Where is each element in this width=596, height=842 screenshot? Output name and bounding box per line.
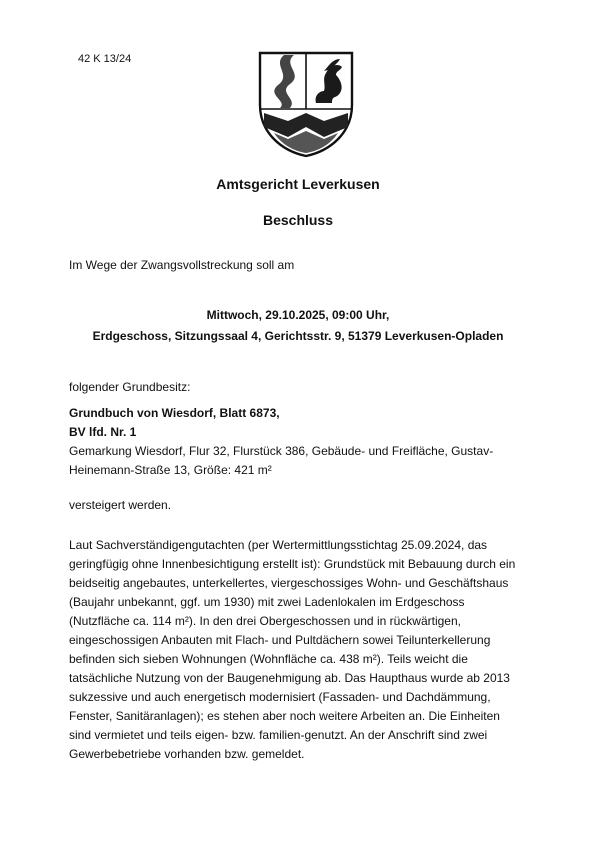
case-number: 42 K 13/24 (78, 53, 132, 65)
court-name: Amtsgericht Leverkusen (216, 176, 380, 192)
appraisal-line: Laut Sachverständigengutachten (per Wertermittlungsstichtag 25.09.2024, das (69, 538, 488, 552)
appraisal-line: befinden sich sieben Wohnungen (Wohnfläche ca. 438 m²). Teils weicht die (69, 652, 468, 666)
appraisal-line: Gewerbebetriebe vorhanden bzw. gemeldet. (69, 747, 305, 761)
appraisal-line: sind vermietet und teils eigen- bzw. familien-genutzt. An der Anschrift sind zwei (69, 728, 488, 742)
appraisal-line: Fenster, Sanitäranlagen); es stehen aber noch weitere Arbeiten an. Die Einheiten (69, 709, 500, 723)
appraisal-line: tatsächliche Nutzung von der Baugenehmigung ab. Das Haupthaus wurde ab 2013 (69, 671, 510, 685)
appraisal-line: beidseitig angebautes, unterkellertes, viergeschossiges Wohn- und Geschäftshaus (69, 576, 509, 590)
bv-number: BV lfd. Nr. 1 (69, 425, 137, 439)
appraisal-line: eingeschossigen Anbauten mit Flach- und Pultdächern sowei Teilunterkellerung (69, 633, 491, 647)
document-type: Beschluss (262, 212, 334, 228)
property-description-line: Gemarkung Wiesdorf, Flur 32, Flurstück 386, Gebäude- und Freifläche, Gustav- (69, 444, 494, 458)
intro-text: Im Wege der Zwangsvollstreckung soll am (69, 258, 295, 272)
auction-phrase: versteigert werden. (69, 498, 172, 512)
appraisal-line: (Baujahr unbekannt, ggf. um 1930) mit zwei Ladenlokalen im Erdgeschoss (69, 595, 465, 609)
property-intro: folgender Grundbesitz: (69, 380, 191, 394)
coat-of-arms-nrw-icon (254, 47, 358, 159)
land-register: Grundbuch von Wiesdorf, Blatt 6873, (69, 406, 280, 420)
appraisal-paragraph (69, 536, 531, 764)
property-block (69, 404, 531, 480)
appraisal-line: geringfügig ohne Innenbesichtigung erstellt ist): Grundstück mit Bebauung durch ein (69, 557, 516, 571)
appointment-location: Erdgeschoss, Sitzungssaal 4, Gerichtsstr. 9, 51379 Leverkusen-Opladen (92, 329, 504, 343)
appraisal-line: sukzessive und auch energetisch modernisiert (Fassaden- und Dachdämmung, (69, 690, 491, 704)
property-description-line: Heinemann-Straße 13, Größe: 421 m² (69, 463, 272, 477)
appointment-datetime: Mittwoch, 29.10.2025, 09:00 Uhr, (206, 308, 390, 322)
appraisal-line: (Nutzfläche ca. 114 m²). In den drei Obergeschossen und in rückwärtigen, (69, 614, 461, 628)
